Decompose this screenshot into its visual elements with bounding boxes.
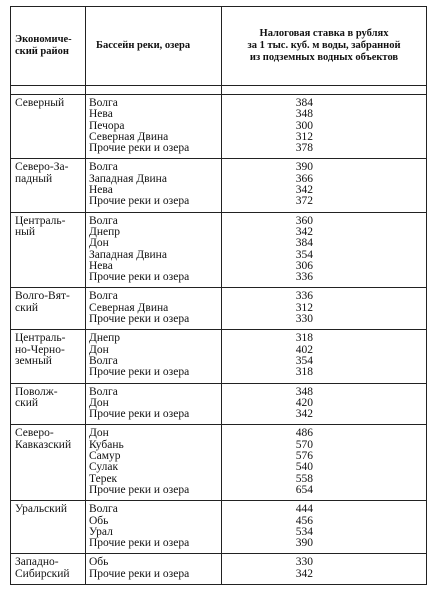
basin-name: Волга — [89, 290, 118, 303]
rate-value: 342 — [295, 184, 313, 197]
rate-value: 558 — [295, 472, 313, 485]
region-name-line: Уральский — [15, 503, 68, 516]
basin-name: Обь — [89, 514, 109, 527]
rate-value: 330 — [295, 556, 313, 569]
basin-name: Прочие реки и озера — [89, 366, 190, 379]
rate-value: 342 — [295, 225, 313, 238]
rate-value: 312 — [295, 130, 313, 143]
rate-value: 576 — [295, 450, 313, 463]
region-name-line: Северо- — [15, 427, 54, 440]
header-tax-rate — [222, 7, 427, 86]
rate-value: 318 — [295, 366, 313, 379]
table-row — [11, 554, 427, 585]
region-name-line: Северо-За- — [15, 161, 69, 174]
basin-name: Северная Двина — [89, 130, 169, 143]
basin-name: Прочие реки и озера — [89, 142, 190, 155]
basin-name: Прочие реки и озера — [89, 313, 190, 326]
rate-value: 444 — [295, 503, 313, 516]
rate-value: 360 — [295, 214, 313, 227]
rate-value: 300 — [295, 119, 313, 132]
basin-name: Самур — [89, 450, 121, 463]
rate-value: 486 — [295, 427, 313, 440]
rate-value: 378 — [295, 142, 313, 155]
basin-cell — [86, 159, 222, 212]
header-region-line-2: ский район — [15, 46, 69, 57]
rate-value: 390 — [295, 537, 313, 550]
region-name-line: Северный — [15, 97, 65, 109]
rate-cell — [222, 288, 427, 330]
basin-name: Печора — [89, 119, 125, 132]
basin-name: Прочие реки и озера — [89, 567, 190, 580]
header-rate-line-3: из подземных водных объектов — [249, 52, 399, 63]
basin-name: Волга — [89, 97, 118, 109]
table-row — [11, 212, 427, 288]
rate-cell — [222, 95, 427, 159]
region-cell — [11, 212, 86, 288]
region-cell — [11, 330, 86, 383]
rate-value: 402 — [295, 343, 313, 356]
basin-name: Дон — [89, 427, 109, 440]
basin-name: Прочие реки и озера — [89, 537, 190, 550]
basin-name: Терек — [89, 472, 118, 485]
table-row — [11, 95, 427, 159]
region-cell — [11, 554, 86, 585]
basin-name: Прочие реки и озера — [89, 271, 190, 284]
table-row — [11, 383, 427, 425]
region-name-line: Западно- — [15, 556, 59, 569]
rate-value: 540 — [295, 461, 313, 474]
rate-value: 354 — [295, 248, 313, 261]
header-basin: Бассейн реки, озера — [86, 7, 222, 86]
rate-cell — [222, 212, 427, 288]
basin-name: Северная Двина — [89, 301, 169, 314]
rate-value: 456 — [295, 514, 313, 527]
region-name-line: Сибирский — [15, 567, 70, 580]
basin-name: Нева — [89, 184, 113, 197]
header-rate-line-2: за 1 тыс. куб. м воды, забранной — [247, 40, 401, 51]
region-cell — [11, 288, 86, 330]
rate-value: 384 — [295, 237, 313, 250]
rate-value: 312 — [295, 301, 313, 314]
basin-name: Кубань — [89, 438, 124, 451]
table-row — [11, 159, 427, 212]
basin-name: Волга — [89, 354, 118, 367]
region-name-line: Кавказский — [15, 438, 72, 451]
rate-value: 420 — [295, 396, 313, 409]
header-region-line-1: Экономиче- — [15, 34, 72, 45]
basin-cell — [86, 330, 222, 383]
basin-cell — [86, 288, 222, 330]
header-spacer-row — [11, 86, 427, 95]
basin-name: Дон — [89, 237, 109, 250]
basin-cell — [86, 425, 222, 501]
rate-value: 654 — [295, 483, 313, 496]
region-cell — [11, 383, 86, 425]
rate-value: 342 — [295, 567, 313, 580]
header-economic-region — [11, 7, 86, 86]
table-header-row — [11, 7, 427, 86]
basin-name: Волга — [89, 385, 118, 398]
basin-name: Западная Двина — [89, 172, 167, 185]
basin-cell — [86, 383, 222, 425]
rate-cell — [222, 501, 427, 554]
rate-value: 336 — [295, 271, 313, 284]
basin-cell — [86, 554, 222, 585]
basin-name: Обь — [89, 556, 109, 569]
rate-value: 354 — [295, 354, 313, 367]
basin-name: Прочие реки и озера — [89, 483, 190, 496]
basin-name: Нева — [89, 108, 113, 121]
water-tax-rate-table — [10, 6, 427, 585]
region-cell — [11, 159, 86, 212]
rate-value: 384 — [295, 97, 313, 109]
table-row — [11, 425, 427, 501]
rate-value: 348 — [295, 385, 313, 398]
header-rate-line-1: Налоговая ставка в рублях — [259, 28, 389, 39]
rate-value: 534 — [295, 525, 313, 538]
basin-name: Волга — [89, 161, 118, 174]
basin-cell — [86, 95, 222, 159]
rate-value: 342 — [295, 408, 313, 421]
region-name-line: Централь- — [15, 214, 66, 227]
rate-cell — [222, 383, 427, 425]
basin-name: Днепр — [89, 225, 121, 238]
table-body — [11, 95, 427, 585]
basin-name: Прочие реки и озера — [89, 195, 190, 208]
region-name-line: Волго-Вят- — [15, 290, 70, 303]
rate-value: 570 — [295, 438, 313, 451]
basin-cell — [86, 212, 222, 288]
table-row — [11, 501, 427, 554]
rate-value: 390 — [295, 161, 313, 174]
rate-cell — [222, 425, 427, 501]
basin-name: Днепр — [89, 332, 121, 345]
rate-value: 366 — [295, 172, 313, 185]
rate-value: 372 — [295, 195, 313, 208]
rate-cell — [222, 554, 427, 585]
region-name-line: Централь- — [15, 332, 66, 345]
region-name-line: падный — [15, 172, 53, 185]
rate-value: 318 — [295, 332, 313, 345]
basin-name: Дон — [89, 343, 109, 356]
region-name-line: ный — [15, 225, 36, 238]
basin-name: Сулак — [89, 461, 119, 474]
rate-value: 330 — [295, 313, 313, 326]
region-name-line: но-Черно- — [15, 343, 65, 356]
region-cell — [11, 95, 86, 159]
table-row — [11, 288, 427, 330]
basin-name: Нева — [89, 259, 113, 272]
table-row — [11, 330, 427, 383]
basin-name: Дон — [89, 396, 109, 409]
region-name-line: земный — [15, 354, 52, 367]
region-name-line: Поволж- — [15, 385, 58, 398]
basin-name: Западная Двина — [89, 248, 167, 261]
region-name-line: ский — [15, 301, 38, 314]
region-name-line: ский — [15, 396, 38, 409]
rate-value: 306 — [295, 259, 313, 272]
basin-name: Волга — [89, 503, 118, 516]
basin-cell — [86, 501, 222, 554]
basin-name: Волга — [89, 214, 118, 227]
region-cell — [11, 501, 86, 554]
rate-value: 336 — [295, 290, 313, 303]
rate-cell — [222, 330, 427, 383]
basin-name: Прочие реки и озера — [89, 408, 190, 421]
rate-value: 348 — [295, 108, 313, 121]
rate-cell — [222, 159, 427, 212]
basin-name: Урал — [89, 525, 113, 538]
region-cell — [11, 425, 86, 501]
